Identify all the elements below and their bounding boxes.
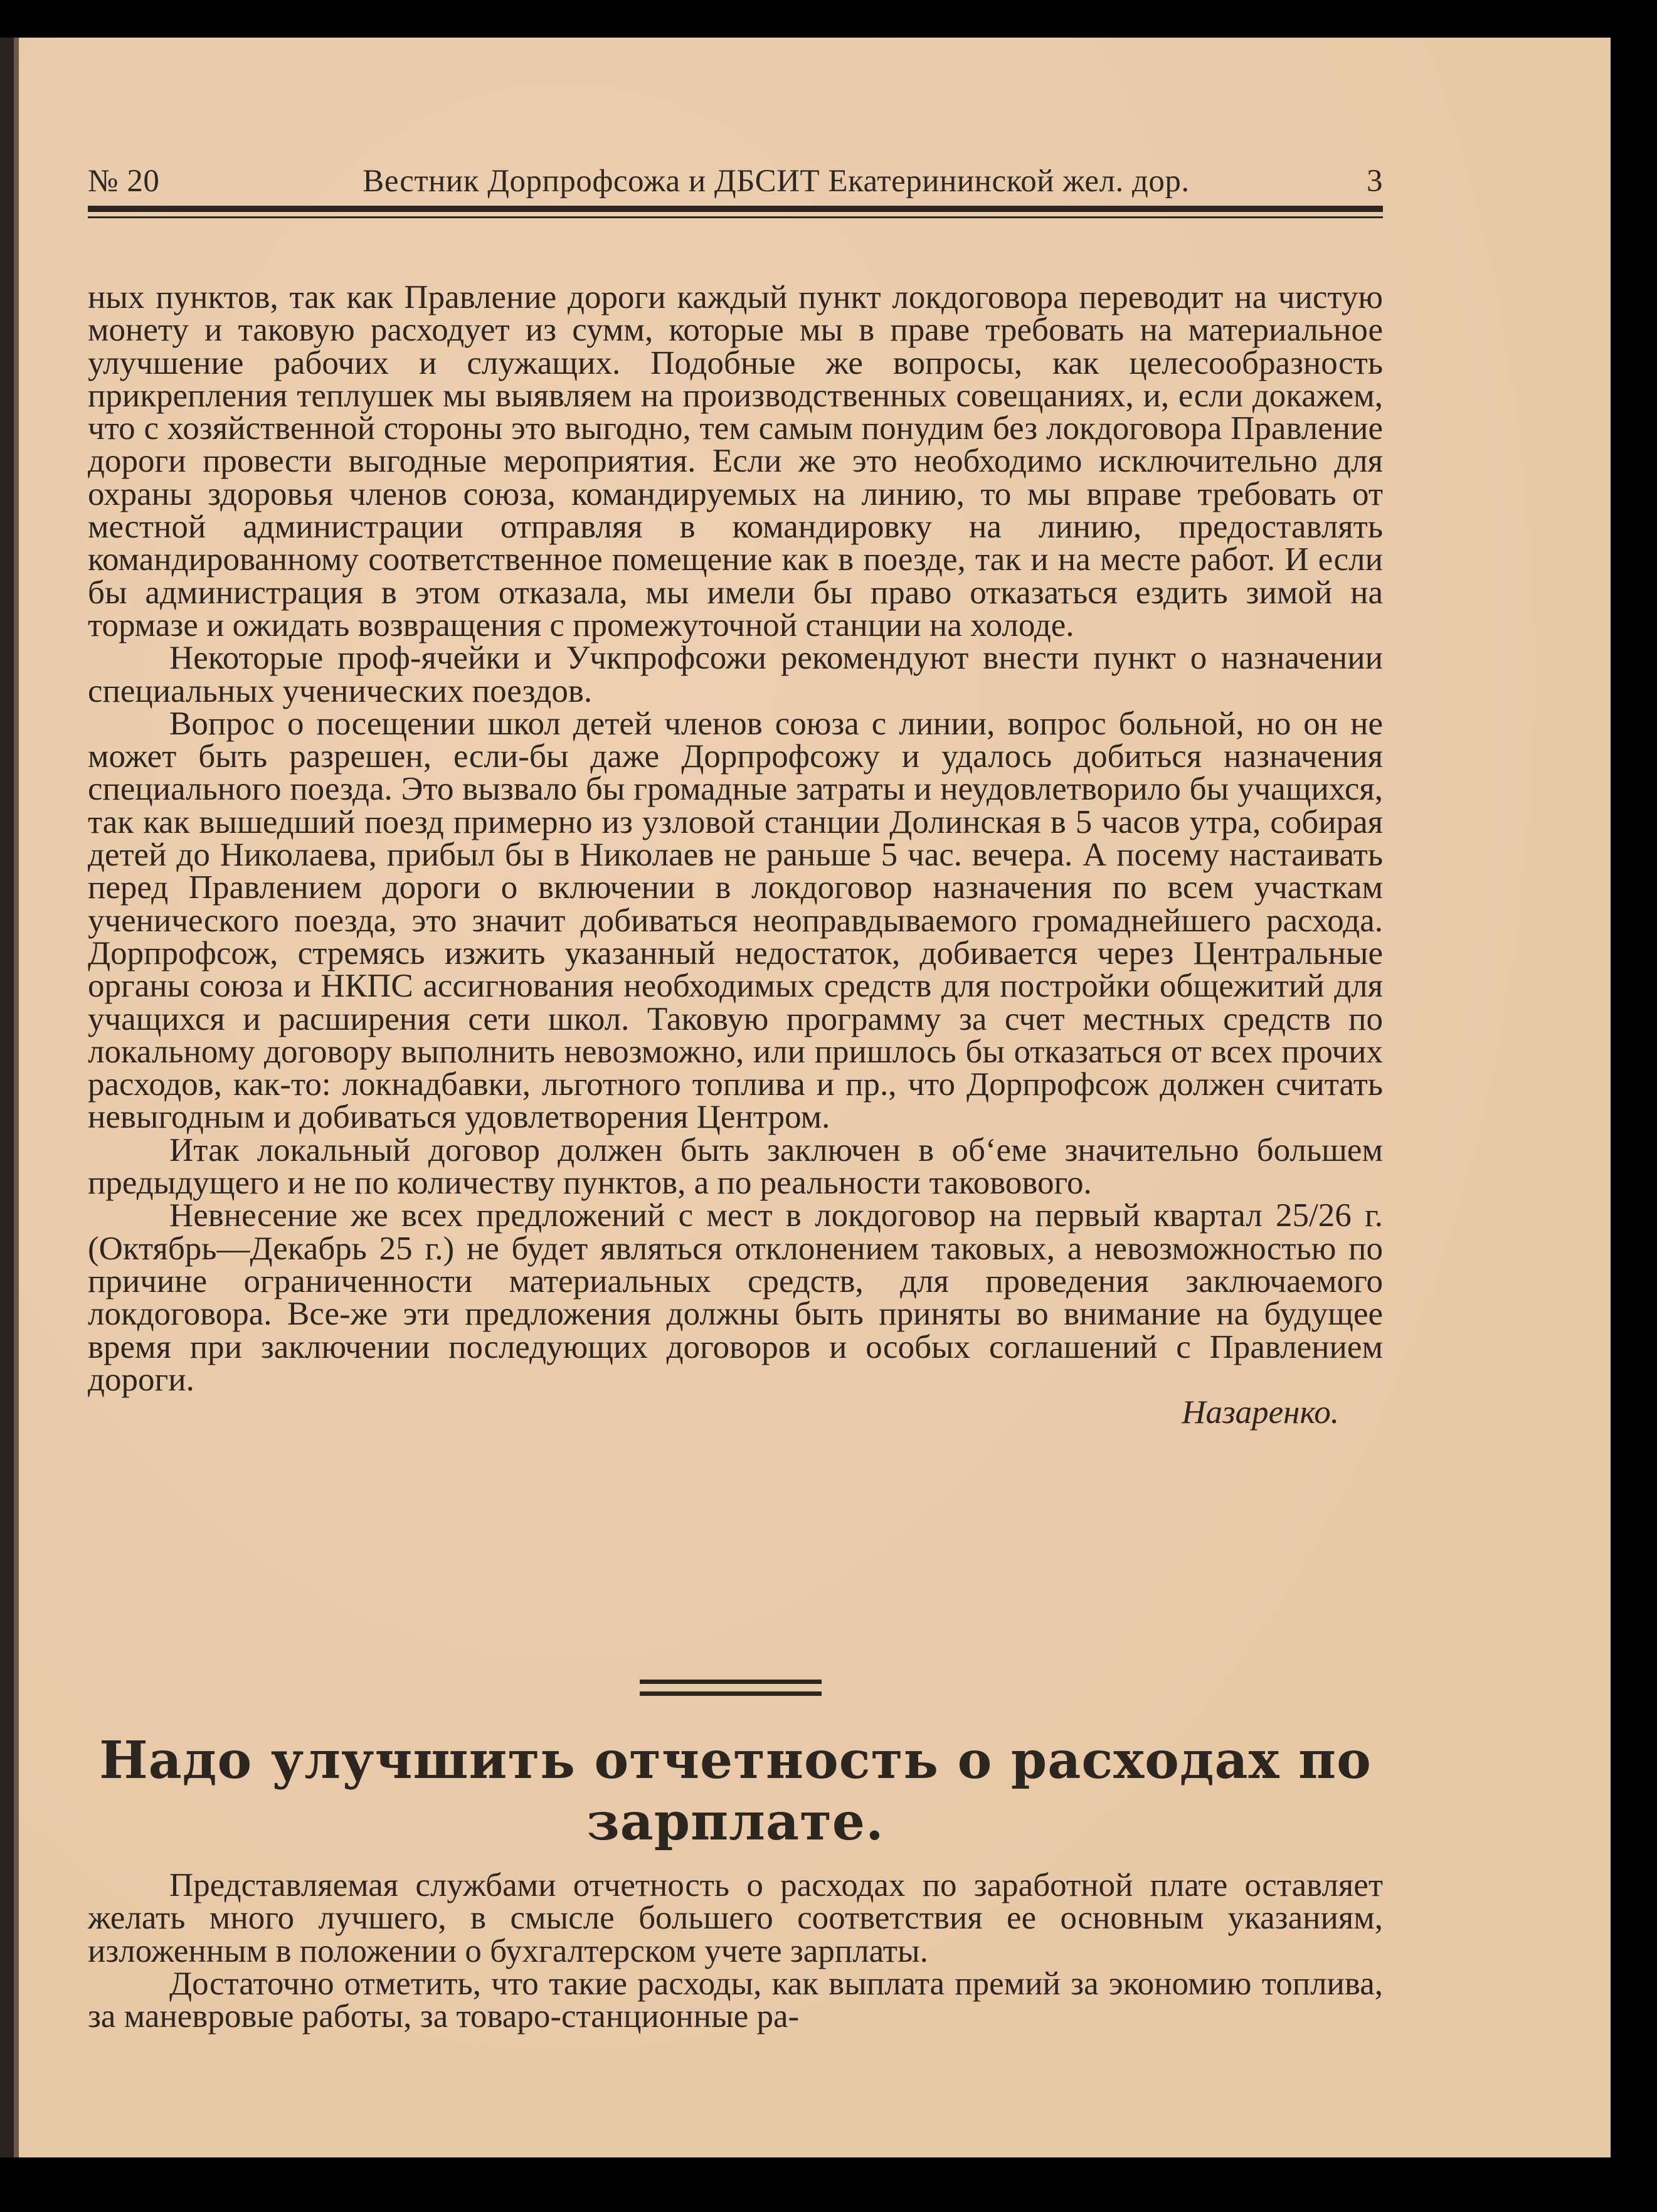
section-divider-bottom — [640, 1691, 822, 1696]
page-number: 3 — [1367, 164, 1383, 199]
paragraph: Невнесение же всех предложений с мест в локдоговор на первый квартал 25/26 г. (Октябрь—Декабрь 25 г.) не будет являться отклонением таковых, а невозможностью по причине ограниченности материальных средств, для проведения заключаемого локдоговора. Все-же эти предложения должны быть приняты во внимание на будущее время при заключении последующих договоров и особых соглашений с Правлением дороги. — [88, 1197, 1383, 1398]
paragraph: Представляемая службами отчетность о расходах по заработной плате оставляет желать много лучшего, в смысле большего соответствия ее основным указаниям, изложенным в положении о бухгалтерском учете зарплаты. — [88, 1867, 1383, 1969]
page-binding-edge — [0, 38, 14, 2157]
running-header — [88, 163, 1383, 201]
article-body — [88, 1869, 1383, 2033]
section-divider-top — [640, 1680, 822, 1684]
header-rule-thin — [88, 216, 1383, 218]
paragraph: ных пунктов, так как Правление дороги каждый пункт локдоговора переводит на чистую монету и таковую расходует из сумм, которые мы в праве требовать на материальное улучшение рабочих и служащих. Подобные же вопросы, как целесообразность прикрепления теплушек мы выявляем на производственных совещаниях, и, если докажем, что с хозяйственной стороны это выгодно, тем самым понудим без локдоговора Правление дороги провести выгодные мероприятия. Если же это необходимо исключительно для охраны здоровья членов союза, командируемых на линию, то мы вправе требовать от местной администрации отправляя в командировку на линию, предоставлять командированному соответственное помещение как в поезде, так и на месте работ. И если бы администрация в этом отказала, мы имели бы право отказаться ездить зимой на тормазе и ожидать возвращения с промежуточной станции на холоде. — [88, 279, 1383, 643]
header-rule-thick — [88, 206, 1383, 212]
author-signature: Назаренко. — [1182, 1394, 1339, 1431]
signature-line — [88, 1396, 1383, 1429]
newspaper-page — [0, 38, 1611, 2157]
journal-title: Вестник Дорпрофсожа и ДБСИТ Екатерининской жел. дор. — [363, 164, 1190, 199]
paragraph: Итак локальный договор должен быть заключен в об‘еме значительно большем предыдущего и не по количеству пунктов, а по реальности таковового. — [88, 1131, 1383, 1202]
article-headline: Надо улучшить отчетность о расходах по зарплате. — [99, 1730, 1372, 1852]
page-binding-shadow — [14, 38, 19, 2157]
issue-number: № 20 — [88, 164, 160, 199]
article-continuation — [88, 281, 1383, 1429]
paragraph: Вопрос о посещении школ детей членов союза с линии, вопрос больной, но он не может быть разрешен, если-бы даже Дорпрофсожу и удалось добиться назначения специального поезда. Это вызвало бы громадные затраты и неудовлетворило бы учащихся, так как вышедший поезд примерно из узловой станции Долинская в 5 часов утра, собирая детей до Николаева, прибыл бы в Николаев не раньше 5 час. вечера. А посему настаивать перед Правлением дороги о включении в локдоговор назначения по всем участкам ученического поезда, это значит добиваться неоправдываемого громаднейшего расхода. Дорпрофсож, стремясь изжить указанный недостаток, добивается через Центральные органы союза и НКПС ассигнования необходимых средств для постройки общежитий для учащихся и расширения сети школ. Таковую программу за счет местных средств по локальному договору выполнить невозможно, или пришлось бы отказаться от всех прочих расходов, как-то: локнадбавки, льготного топлива и пр., что Дорпрофсож должен считать невыгодным и добиваться удовлетворения Центром. — [88, 705, 1383, 1136]
paragraph: Достаточно отметить, что такие расходы, как выплата премий за экономию топлива, за маневровые работы, за товаро-станционные ра- — [88, 1965, 1383, 2035]
paragraph: Некоторые проф-ячейки и Учкпрофсожи рекомендуют внести пункт о назначении специальных ученических поездов. — [88, 640, 1383, 709]
